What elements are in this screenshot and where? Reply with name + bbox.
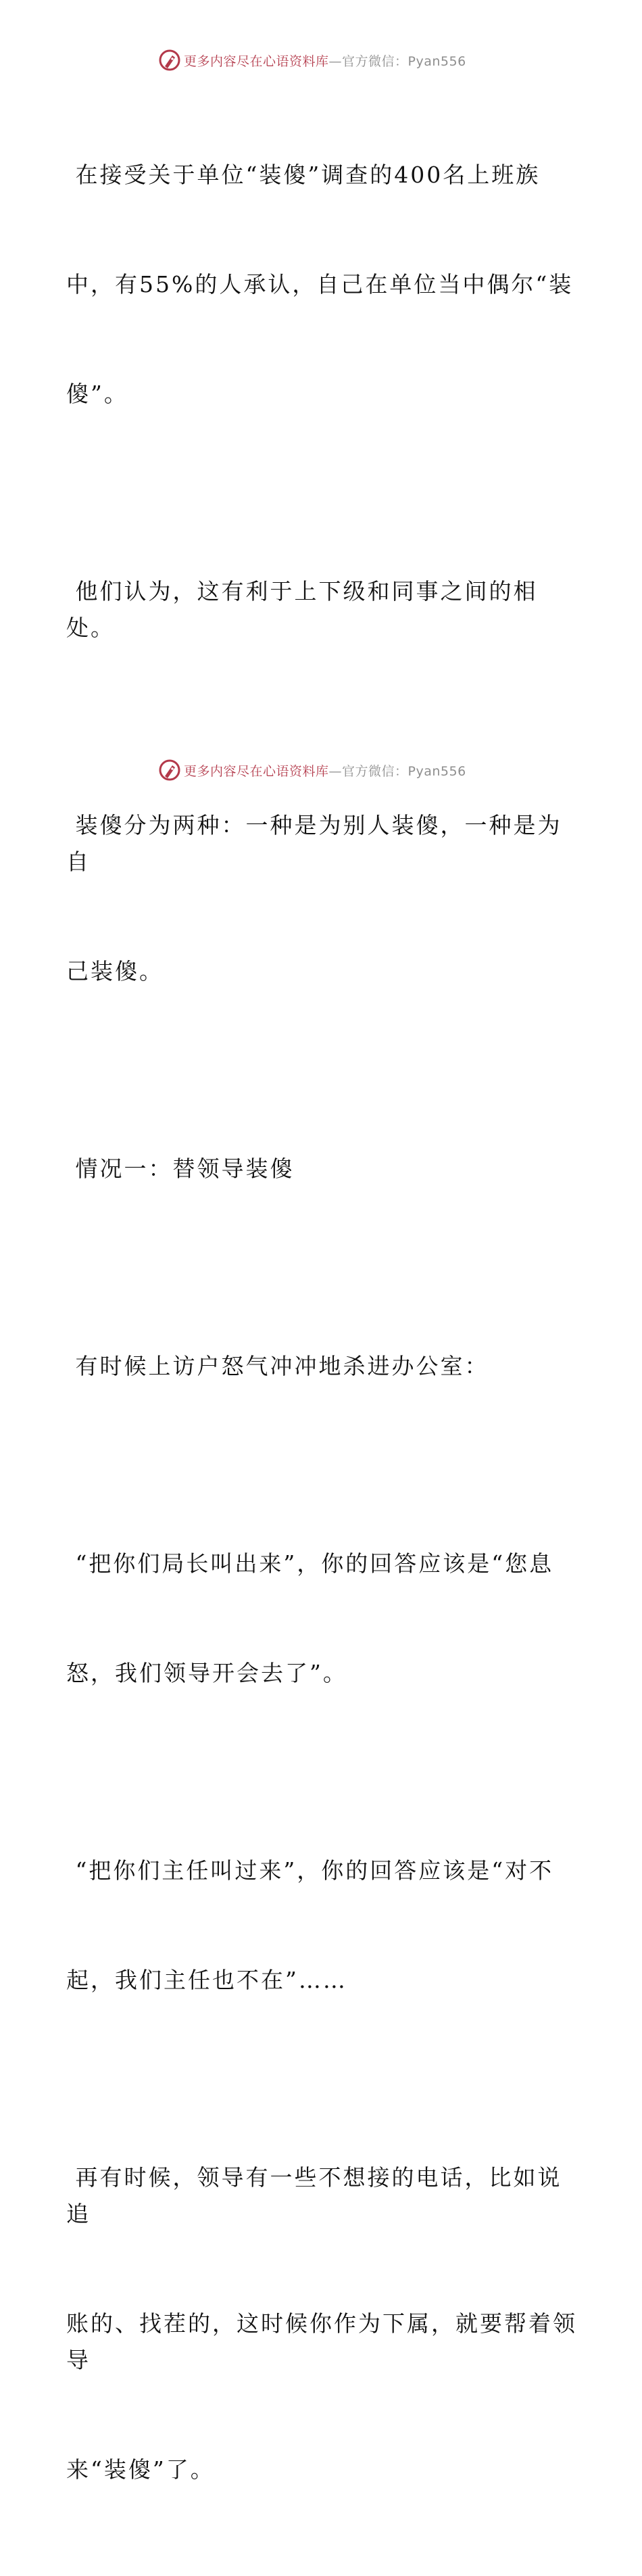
header-banner-text [184, 51, 466, 70]
footer-banner-text [184, 761, 466, 780]
text-line: 装傻分为两种：一种是为别人装傻，一种是为自 [66, 812, 562, 875]
text-line: “把你们主任叫过来”，你的回答应该是“对不 [66, 1857, 554, 1884]
footer-banner-title: 更多内容尽在心语资料库 [184, 764, 329, 779]
text-line: 他们认为，这有利于上下级和同事之间的相处。 [66, 578, 538, 641]
header-banner-separator: — [328, 54, 343, 69]
text-line: 己装傻。 [66, 958, 164, 984]
text-line: 情况一：替领导装傻 [66, 1155, 295, 1182]
text-line: 在接受关于单位“装傻”调查的400名上班族 [66, 162, 541, 188]
text-line: 账的、找茬的，这时候你作为下属，就要帮着领导 [66, 2310, 577, 2373]
paragraph-case-one-heading [66, 1078, 580, 1260]
paragraph-opinion [66, 500, 580, 719]
document-body [66, 84, 580, 2576]
text-line: “把你们局长叫出来”，你的回答应该是“您息 [66, 1550, 554, 1577]
header-banner-wechat: 官方微信：Pyan556 [342, 54, 466, 69]
footer-banner-wechat: 官方微信：Pyan556 [342, 764, 466, 779]
header-banner-title: 更多内容尽在心语资料库 [184, 54, 329, 69]
paragraph-survey [66, 84, 580, 485]
paragraph-visitor [66, 1275, 580, 1458]
text-line: 傻”。 [66, 381, 128, 407]
footer-banner [0, 757, 642, 784]
paragraph-phone-calls [66, 2086, 580, 2561]
text-line: 怒，我们领导开会去了”。 [66, 1660, 347, 1686]
text-line: 再有时候，领导有一些不想接的电话，比如说追 [66, 2164, 562, 2227]
pen-nib-logo-icon [158, 759, 181, 782]
header-banner [0, 47, 642, 74]
footer-banner-separator: — [328, 764, 343, 779]
text-line: 中，有55%的人承认，自己在单位当中偶尔“装 [66, 271, 574, 297]
text-line: 起，我们主任也不在”…… [66, 1967, 347, 1993]
text-line: 来“装傻”了。 [66, 2456, 215, 2483]
paragraph-director-reply [66, 1473, 580, 1765]
paragraph-manager-reply [66, 1780, 580, 2072]
pen-nib-logo-icon [158, 49, 181, 72]
text-line: 有时候上访户怒气冲冲地杀进办公室： [66, 1353, 489, 1379]
